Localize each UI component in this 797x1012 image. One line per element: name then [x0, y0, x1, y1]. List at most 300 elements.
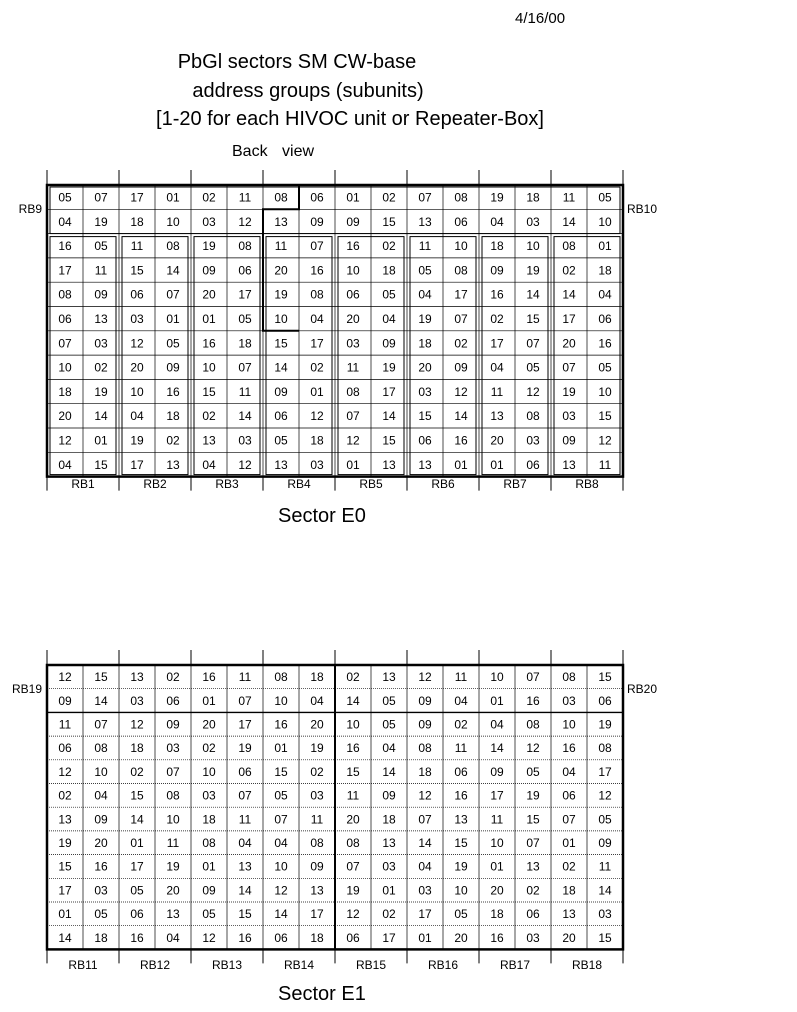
cell-value: 09 — [202, 263, 216, 278]
cell-value: 12 — [310, 409, 324, 424]
cell-value: 12 — [202, 930, 216, 945]
cell-value: 08 — [274, 190, 288, 205]
cell-value: 20 — [454, 930, 468, 945]
cell-value: 16 — [490, 930, 504, 945]
cell-value: 19 — [274, 287, 288, 302]
cell-value: 07 — [238, 360, 252, 375]
cell-value: 16 — [130, 930, 144, 945]
cell-value: 12 — [346, 907, 360, 922]
rb-label: RB16 — [427, 958, 459, 972]
rb-label: RB2 — [143, 477, 167, 491]
cell-value: 13 — [238, 859, 252, 874]
cell-value: 13 — [418, 214, 432, 229]
cell-value: 12 — [238, 457, 252, 472]
cell-value: 11 — [346, 788, 360, 803]
cell-value: 18 — [562, 883, 576, 898]
cell-value: 19 — [94, 214, 108, 229]
rb-label: RB5 — [359, 477, 383, 491]
cell-value: 09 — [202, 883, 216, 898]
cell-value: 07 — [238, 788, 252, 803]
cell-value: 14 — [130, 812, 144, 827]
cell-value: 15 — [382, 214, 396, 229]
cell-value: 06 — [238, 764, 252, 779]
cell-value: 03 — [166, 741, 180, 756]
cell-value: 07 — [346, 409, 360, 424]
cell-value: 01 — [490, 859, 504, 874]
cell-value: 10 — [598, 384, 612, 399]
cell-value: 01 — [202, 859, 216, 874]
cell-value: 02 — [346, 670, 360, 685]
cell-value: 02 — [382, 190, 396, 205]
cell-value: 02 — [58, 788, 72, 803]
cell-value: 13 — [382, 670, 396, 685]
cell-value: 11 — [598, 859, 612, 874]
cell-value: 09 — [598, 836, 612, 851]
cell-value: 05 — [274, 433, 288, 448]
rb-label: RB11 — [68, 958, 98, 972]
cell-value: 08 — [166, 239, 180, 254]
cell-value: 08 — [202, 836, 216, 851]
cell-value: 12 — [598, 788, 612, 803]
cell-value: 03 — [526, 930, 540, 945]
cell-value: 01 — [454, 457, 468, 472]
cell-value: 18 — [310, 670, 324, 685]
cell-value: 19 — [130, 433, 144, 448]
cell-value: 02 — [562, 859, 576, 874]
cell-value: 04 — [598, 287, 612, 302]
cell-value: 18 — [418, 336, 432, 351]
cell-value: 19 — [94, 384, 108, 399]
cell-value: 17 — [598, 764, 612, 779]
cell-value: 18 — [598, 263, 612, 278]
cell-value: 19 — [58, 836, 72, 851]
cell-value: 12 — [346, 433, 360, 448]
cell-value: 05 — [418, 263, 432, 278]
cell-value: 14 — [526, 287, 540, 302]
cell-value: 11 — [454, 670, 468, 685]
cell-value: 11 — [598, 457, 612, 472]
cell-value: 19 — [310, 741, 324, 756]
cell-value: 05 — [382, 693, 396, 708]
cell-value: 09 — [274, 384, 288, 399]
cell-value: 14 — [274, 907, 288, 922]
rb-label: RB13 — [211, 958, 243, 972]
cell-value: 17 — [58, 883, 72, 898]
cell-value: 20 — [562, 930, 576, 945]
cell-value: 15 — [598, 670, 612, 685]
cell-value: 10 — [274, 859, 288, 874]
cell-value: 17 — [130, 190, 144, 205]
cell-value: 08 — [526, 409, 540, 424]
cell-value: 05 — [526, 764, 540, 779]
cell-value: 10 — [346, 717, 360, 732]
cell-value: 09 — [490, 263, 504, 278]
cell-value: 18 — [382, 812, 396, 827]
cell-value: 18 — [130, 741, 144, 756]
cell-value: 01 — [310, 384, 324, 399]
cell-value: 01 — [490, 693, 504, 708]
cell-value: 20 — [202, 287, 216, 302]
cell-value: 06 — [58, 741, 72, 756]
cell-value: 06 — [418, 433, 432, 448]
cell-value: 13 — [202, 433, 216, 448]
cell-value: 13 — [274, 457, 288, 472]
cell-value: 04 — [490, 360, 504, 375]
cell-value: 19 — [562, 384, 576, 399]
cell-value: 09 — [382, 788, 396, 803]
cell-value: 01 — [274, 741, 288, 756]
cell-value: 06 — [454, 764, 468, 779]
cell-value: 09 — [310, 859, 324, 874]
cell-value: 02 — [310, 360, 324, 375]
cell-value: 08 — [310, 287, 324, 302]
cell-value: 01 — [58, 907, 72, 922]
cell-value: 18 — [418, 764, 432, 779]
cell-value: 15 — [130, 788, 144, 803]
cell-value: 18 — [526, 190, 540, 205]
cell-value: 02 — [94, 360, 108, 375]
cell-value: 08 — [526, 717, 540, 732]
cell-value: 07 — [418, 190, 432, 205]
cell-value: 18 — [310, 433, 324, 448]
cell-value: 19 — [238, 741, 252, 756]
cell-value: 06 — [598, 312, 612, 327]
cell-value: 04 — [58, 457, 72, 472]
cell-value: 18 — [490, 907, 504, 922]
cell-value: 12 — [418, 670, 432, 685]
cell-value: 17 — [310, 336, 324, 351]
cell-value: 17 — [238, 287, 252, 302]
cell-value: 02 — [130, 764, 144, 779]
cell-value: 13 — [562, 907, 576, 922]
cell-value: 13 — [490, 409, 504, 424]
cell-value: 16 — [58, 239, 72, 254]
cell-value: 19 — [382, 360, 396, 375]
cell-value: 15 — [598, 409, 612, 424]
cell-value: 13 — [310, 883, 324, 898]
cell-value: 14 — [562, 214, 576, 229]
rb-label: RB3 — [215, 477, 239, 491]
cell-value: 17 — [130, 457, 144, 472]
cell-value: 07 — [562, 812, 576, 827]
cell-value: 17 — [130, 859, 144, 874]
cell-value: 18 — [382, 263, 396, 278]
view-label: Back view — [232, 143, 315, 160]
cell-value: 01 — [562, 836, 576, 851]
rb-label: RB12 — [139, 958, 171, 972]
cell-value: 15 — [94, 457, 108, 472]
rb-label: RB14 — [283, 958, 315, 972]
rb-label: RB4 — [287, 477, 311, 491]
cell-value: 14 — [94, 409, 108, 424]
cell-value: 19 — [454, 859, 468, 874]
cell-value: 06 — [526, 907, 540, 922]
cell-value: 18 — [490, 239, 504, 254]
cell-value: 04 — [454, 693, 468, 708]
cell-value: 04 — [166, 930, 180, 945]
cell-value: 11 — [58, 717, 72, 732]
cell-value: 09 — [94, 812, 108, 827]
cell-value: 04 — [94, 788, 108, 803]
cell-value: 03 — [94, 883, 108, 898]
cell-value: 16 — [202, 336, 216, 351]
cell-value: 06 — [130, 287, 144, 302]
cell-value: 01 — [94, 433, 108, 448]
cell-value: 06 — [526, 457, 540, 472]
cell-value: 16 — [346, 239, 360, 254]
cell-value: 13 — [418, 457, 432, 472]
cell-value: 20 — [58, 409, 72, 424]
title-line-1: PbGl sectors SM CW-base — [177, 51, 417, 73]
cell-value: 10 — [130, 384, 144, 399]
cell-value: 19 — [166, 859, 180, 874]
cell-value: 03 — [598, 907, 612, 922]
cell-value: 10 — [490, 836, 504, 851]
cell-value: 02 — [526, 883, 540, 898]
cell-value: 02 — [202, 741, 216, 756]
cell-value: 05 — [598, 190, 612, 205]
cell-value: 02 — [562, 263, 576, 278]
cell-value: 15 — [346, 764, 360, 779]
cell-value: 05 — [526, 360, 540, 375]
cell-value: 11 — [418, 239, 432, 254]
cell-value: 09 — [346, 214, 360, 229]
cell-value: 16 — [562, 741, 576, 756]
cell-value: 01 — [346, 190, 360, 205]
cell-value: 06 — [274, 409, 288, 424]
cell-value: 03 — [310, 788, 324, 803]
cell-value: 18 — [310, 930, 324, 945]
cell-value: 09 — [382, 336, 396, 351]
cell-value: 19 — [526, 788, 540, 803]
cell-value: 08 — [454, 263, 468, 278]
cell-value: 16 — [490, 287, 504, 302]
title-line-2: address groups (subunits) — [192, 80, 424, 102]
cell-value: 03 — [310, 457, 324, 472]
cell-value: 07 — [526, 670, 540, 685]
cell-value: 12 — [418, 788, 432, 803]
cell-value: 17 — [490, 788, 504, 803]
cell-value: 16 — [526, 693, 540, 708]
cell-value: 05 — [274, 788, 288, 803]
cell-value: 17 — [418, 907, 432, 922]
cell-value: 04 — [382, 741, 396, 756]
cell-value: 11 — [310, 812, 324, 827]
cell-value: 07 — [166, 764, 180, 779]
cell-value: 09 — [418, 693, 432, 708]
cell-value: 04 — [238, 836, 252, 851]
cell-value: 03 — [562, 693, 576, 708]
cell-value: 18 — [58, 384, 72, 399]
cell-value: 20 — [94, 836, 108, 851]
cell-value: 20 — [346, 312, 360, 327]
rb-label: RB15 — [355, 958, 387, 972]
cell-value: 10 — [598, 214, 612, 229]
cell-value: 12 — [58, 433, 72, 448]
cell-value: 13 — [526, 859, 540, 874]
sector-e1-label: Sector E1 — [278, 983, 366, 1005]
cell-value: 03 — [94, 336, 108, 351]
cell-value: 12 — [274, 883, 288, 898]
cell-value: 04 — [490, 214, 504, 229]
cell-value: 18 — [238, 336, 252, 351]
cell-value: 16 — [346, 741, 360, 756]
cell-value: 20 — [562, 336, 576, 351]
cell-value: 13 — [166, 457, 180, 472]
cell-value: 07 — [526, 336, 540, 351]
cell-value: 02 — [454, 717, 468, 732]
cell-value: 01 — [490, 457, 504, 472]
cell-value: 16 — [454, 433, 468, 448]
cell-value: 16 — [598, 336, 612, 351]
cell-value: 18 — [202, 812, 216, 827]
cell-value: 03 — [526, 214, 540, 229]
cell-value: 11 — [274, 239, 288, 254]
cell-value: 02 — [454, 336, 468, 351]
cell-value: 06 — [454, 214, 468, 229]
cell-value: 06 — [346, 287, 360, 302]
cell-value: 03 — [418, 384, 432, 399]
cell-value: 17 — [382, 930, 396, 945]
cell-value: 11 — [94, 263, 108, 278]
cell-value: 20 — [346, 812, 360, 827]
cell-value: 09 — [166, 360, 180, 375]
cell-value: 13 — [274, 214, 288, 229]
cell-value: 15 — [598, 930, 612, 945]
cell-value: 13 — [166, 907, 180, 922]
cell-value: 11 — [238, 190, 252, 205]
cell-value: 02 — [382, 239, 396, 254]
cell-value: 09 — [418, 717, 432, 732]
cell-value: 02 — [166, 433, 180, 448]
cell-value: 11 — [490, 384, 504, 399]
cell-value: 06 — [238, 263, 252, 278]
side-box-label-left: RB19 — [11, 682, 42, 696]
cell-value: 07 — [238, 693, 252, 708]
cell-value: 17 — [562, 312, 576, 327]
cell-value: 11 — [238, 384, 252, 399]
cell-value: 01 — [202, 693, 216, 708]
cell-value: 14 — [418, 836, 432, 851]
cell-value: 20 — [166, 883, 180, 898]
cell-value: 17 — [58, 263, 72, 278]
cell-value: 07 — [58, 336, 72, 351]
cell-value: 05 — [382, 287, 396, 302]
rb-label: RB8 — [575, 477, 599, 491]
cell-value: 04 — [310, 693, 324, 708]
cell-value: 17 — [454, 287, 468, 302]
cell-value: 03 — [202, 788, 216, 803]
cell-value: 11 — [346, 360, 360, 375]
cell-value: 05 — [598, 360, 612, 375]
cell-value: 02 — [382, 907, 396, 922]
cell-value: 20 — [418, 360, 432, 375]
cell-value: 11 — [562, 190, 576, 205]
cell-value: 20 — [490, 883, 504, 898]
cell-value: 14 — [346, 693, 360, 708]
cell-value: 01 — [346, 457, 360, 472]
cell-value: 13 — [94, 312, 108, 327]
cell-value: 07 — [274, 812, 288, 827]
cell-value: 08 — [274, 670, 288, 685]
cell-value: 10 — [490, 670, 504, 685]
cell-value: 03 — [202, 214, 216, 229]
cell-value: 09 — [454, 360, 468, 375]
cell-value: 08 — [562, 239, 576, 254]
cell-value: 11 — [238, 670, 252, 685]
cell-value: 04 — [130, 409, 144, 424]
cell-value: 11 — [454, 741, 468, 756]
cell-value: 08 — [166, 788, 180, 803]
cell-value: 01 — [130, 836, 144, 851]
cell-value: 04 — [490, 717, 504, 732]
cell-value: 02 — [202, 190, 216, 205]
cell-value: 05 — [58, 190, 72, 205]
cell-value: 12 — [526, 384, 540, 399]
cell-value: 15 — [526, 812, 540, 827]
cell-value: 06 — [598, 693, 612, 708]
cell-value: 02 — [310, 764, 324, 779]
cell-value: 13 — [130, 670, 144, 685]
cell-value: 01 — [598, 239, 612, 254]
cell-value: 15 — [58, 859, 72, 874]
cell-value: 05 — [202, 907, 216, 922]
cell-value: 09 — [58, 693, 72, 708]
cell-value: 01 — [166, 312, 180, 327]
cell-value: 10 — [202, 360, 216, 375]
cell-value: 06 — [346, 930, 360, 945]
cell-value: 05 — [130, 883, 144, 898]
cell-value: 06 — [58, 312, 72, 327]
cell-value: 15 — [274, 764, 288, 779]
cell-value: 08 — [562, 670, 576, 685]
sector-e0-label: Sector E0 — [278, 505, 366, 527]
cell-value: 16 — [274, 717, 288, 732]
cell-value: 14 — [58, 930, 72, 945]
cell-value: 10 — [58, 360, 72, 375]
rb-label: RB17 — [499, 958, 531, 972]
title-line-3: [1-20 for each HIVOC unit or Repeater-Box] — [156, 108, 544, 130]
cell-value: 03 — [130, 312, 144, 327]
cell-value: 09 — [166, 717, 180, 732]
cell-value: 16 — [94, 859, 108, 874]
cell-value: 08 — [346, 836, 360, 851]
cell-value: 07 — [454, 312, 468, 327]
cell-value: 15 — [274, 336, 288, 351]
cell-value: 20 — [490, 433, 504, 448]
cell-value: 07 — [94, 717, 108, 732]
cell-value: 03 — [418, 883, 432, 898]
cell-value: 04 — [418, 859, 432, 874]
cell-value: 12 — [598, 433, 612, 448]
cell-value: 16 — [454, 788, 468, 803]
cell-value: 08 — [418, 741, 432, 756]
cell-value: 07 — [526, 836, 540, 851]
side-box-label-left: RB9 — [18, 202, 42, 216]
cell-value: 08 — [94, 741, 108, 756]
cell-value: 01 — [382, 883, 396, 898]
cell-value: 06 — [310, 190, 324, 205]
cell-value: 09 — [94, 287, 108, 302]
cell-value: 12 — [58, 764, 72, 779]
cell-value: 15 — [202, 384, 216, 399]
cell-value: 08 — [454, 190, 468, 205]
cell-value: 04 — [418, 287, 432, 302]
cell-value: 15 — [238, 907, 252, 922]
cell-value: 13 — [562, 457, 576, 472]
cell-value: 02 — [490, 312, 504, 327]
cell-value: 12 — [238, 214, 252, 229]
